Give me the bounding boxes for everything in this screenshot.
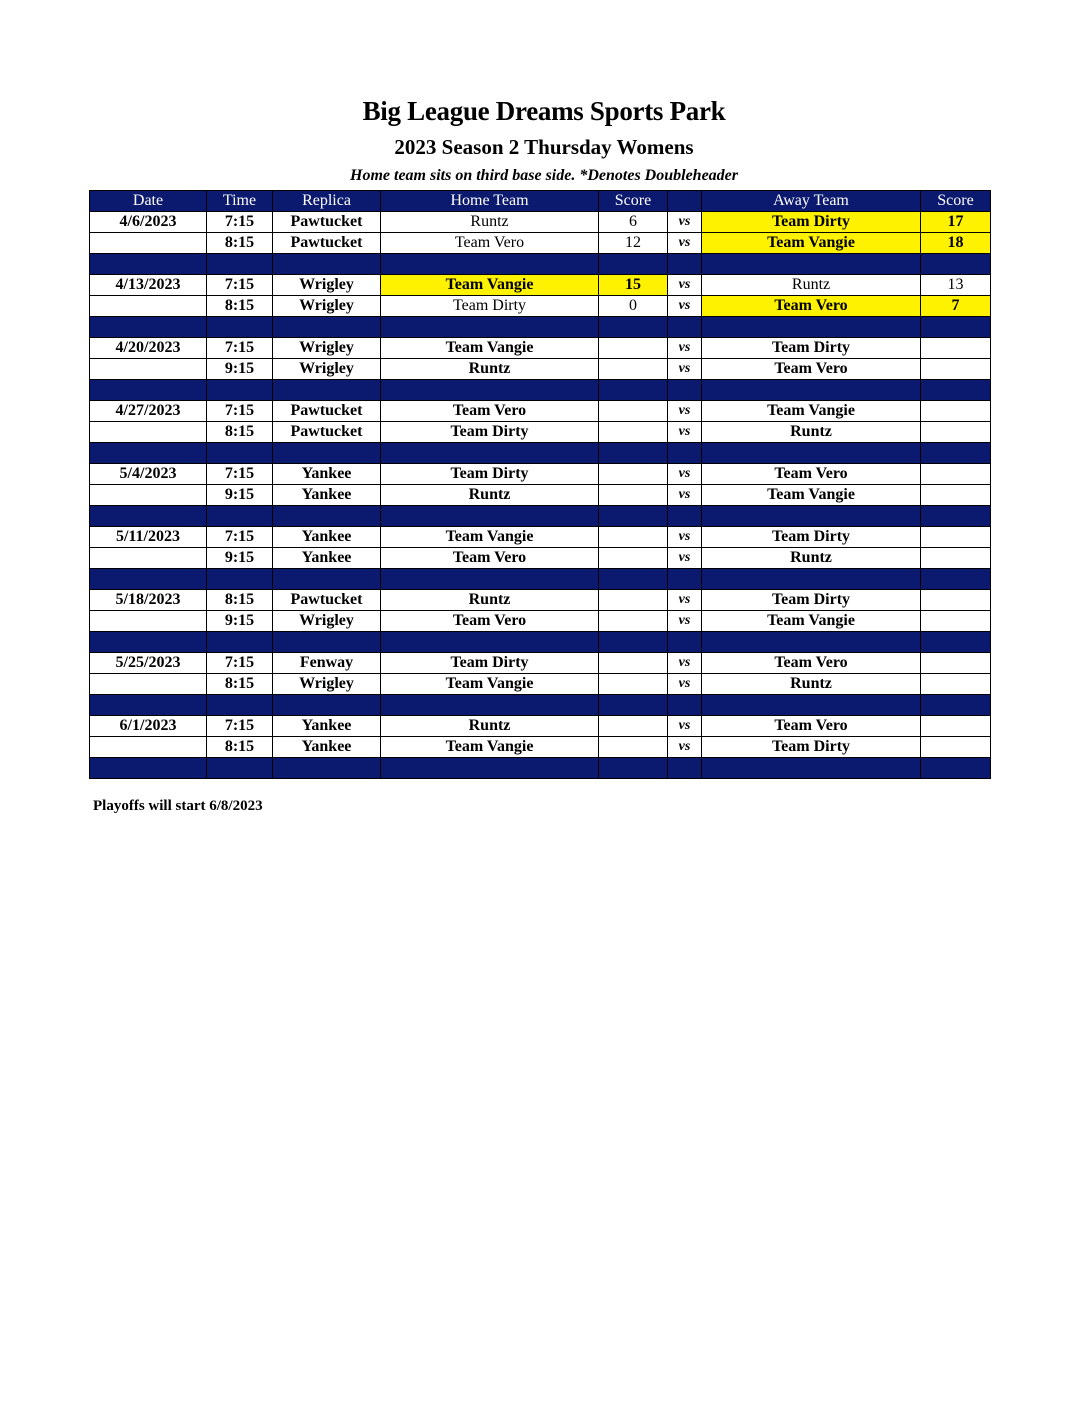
away-team-cell: Team Vero bbox=[702, 653, 921, 674]
away-score-cell bbox=[921, 737, 991, 758]
separator-cell bbox=[207, 569, 273, 590]
separator-cell bbox=[921, 506, 991, 527]
separator-cell bbox=[207, 695, 273, 716]
week-separator-row bbox=[90, 443, 991, 464]
vs-cell: vs bbox=[668, 737, 702, 758]
separator-cell bbox=[207, 758, 273, 779]
time-cell: 7:15 bbox=[207, 527, 273, 548]
separator-cell bbox=[90, 380, 207, 401]
separator-cell bbox=[273, 632, 381, 653]
away-score-cell bbox=[921, 401, 991, 422]
field-cell: Wrigley bbox=[273, 296, 381, 317]
week-separator-row bbox=[90, 506, 991, 527]
home-team-cell: Team Vero bbox=[381, 611, 599, 632]
field-cell: Yankee bbox=[273, 737, 381, 758]
column-header-vs bbox=[668, 191, 702, 212]
separator-cell bbox=[381, 443, 599, 464]
time-cell: 7:15 bbox=[207, 464, 273, 485]
separator-cell bbox=[273, 380, 381, 401]
date-cell: 4/27/2023 bbox=[90, 401, 207, 422]
separator-cell bbox=[668, 254, 702, 275]
date-cell: 4/20/2023 bbox=[90, 338, 207, 359]
separator-cell bbox=[599, 443, 668, 464]
away-team-cell: Team Dirty bbox=[702, 212, 921, 233]
time-cell: 9:15 bbox=[207, 359, 273, 380]
away-score-cell bbox=[921, 359, 991, 380]
separator-cell bbox=[599, 506, 668, 527]
home-score-cell bbox=[599, 422, 668, 443]
away-score-cell bbox=[921, 485, 991, 506]
week-separator-row bbox=[90, 758, 991, 779]
home-team-cell: Team Vangie bbox=[381, 527, 599, 548]
game-row bbox=[90, 485, 991, 506]
field-cell: Wrigley bbox=[273, 338, 381, 359]
home-score-cell bbox=[599, 548, 668, 569]
home-score-cell: 15 bbox=[599, 275, 668, 296]
date-cell bbox=[90, 296, 207, 317]
home-team-cell: Runtz bbox=[381, 716, 599, 737]
separator-cell bbox=[921, 632, 991, 653]
away-team-cell: Team Vangie bbox=[702, 485, 921, 506]
home-team-cell: Team Vangie bbox=[381, 338, 599, 359]
away-score-cell: 7 bbox=[921, 296, 991, 317]
game-row bbox=[90, 527, 991, 548]
date-cell: 5/11/2023 bbox=[90, 527, 207, 548]
separator-cell bbox=[599, 317, 668, 338]
game-row bbox=[90, 737, 991, 758]
separator-cell bbox=[702, 632, 921, 653]
game-row bbox=[90, 359, 991, 380]
away-score-cell: 17 bbox=[921, 212, 991, 233]
game-row bbox=[90, 212, 991, 233]
separator-cell bbox=[90, 443, 207, 464]
separator-cell bbox=[599, 695, 668, 716]
separator-cell bbox=[921, 317, 991, 338]
column-header-home-team: Home Team bbox=[381, 191, 599, 212]
game-row bbox=[90, 674, 991, 695]
home-score-cell bbox=[599, 485, 668, 506]
field-cell: Pawtucket bbox=[273, 422, 381, 443]
field-cell: Yankee bbox=[273, 548, 381, 569]
schedule-note: Home team sits on third base side. *Denotes Doubleheader bbox=[350, 167, 738, 184]
date-cell bbox=[90, 548, 207, 569]
away-score-cell bbox=[921, 548, 991, 569]
home-team-cell: Team Dirty bbox=[381, 296, 599, 317]
date-cell bbox=[90, 359, 207, 380]
home-score-cell bbox=[599, 527, 668, 548]
separator-cell bbox=[273, 695, 381, 716]
week-separator-row bbox=[90, 569, 991, 590]
home-team-cell: Team Dirty bbox=[381, 653, 599, 674]
field-cell: Pawtucket bbox=[273, 212, 381, 233]
away-team-cell: Team Vero bbox=[702, 716, 921, 737]
separator-cell bbox=[381, 506, 599, 527]
time-cell: 8:15 bbox=[207, 590, 273, 611]
date-cell: 5/4/2023 bbox=[90, 464, 207, 485]
date-cell: 6/1/2023 bbox=[90, 716, 207, 737]
away-team-cell: Team Vero bbox=[702, 296, 921, 317]
field-cell: Wrigley bbox=[273, 674, 381, 695]
date-cell: 4/13/2023 bbox=[90, 275, 207, 296]
home-score-cell bbox=[599, 338, 668, 359]
vs-cell: vs bbox=[668, 674, 702, 695]
away-team-cell: Team Dirty bbox=[702, 737, 921, 758]
separator-cell bbox=[381, 254, 599, 275]
vs-cell: vs bbox=[668, 716, 702, 737]
separator-cell bbox=[921, 569, 991, 590]
header-row bbox=[90, 191, 991, 212]
separator-cell bbox=[273, 254, 381, 275]
separator-cell bbox=[207, 506, 273, 527]
separator-cell bbox=[381, 632, 599, 653]
home-team-cell: Team Vero bbox=[381, 548, 599, 569]
separator-cell bbox=[599, 758, 668, 779]
game-row bbox=[90, 233, 991, 254]
vs-cell: vs bbox=[668, 548, 702, 569]
separator-cell bbox=[668, 569, 702, 590]
separator-cell bbox=[599, 569, 668, 590]
home-score-cell bbox=[599, 401, 668, 422]
separator-cell bbox=[921, 758, 991, 779]
vs-cell: vs bbox=[668, 338, 702, 359]
home-score-cell bbox=[599, 653, 668, 674]
separator-cell bbox=[702, 443, 921, 464]
week-separator-row bbox=[90, 632, 991, 653]
time-cell: 7:15 bbox=[207, 275, 273, 296]
playoffs-note: Playoffs will start 6/8/2023 bbox=[93, 798, 263, 814]
separator-cell bbox=[702, 506, 921, 527]
vs-cell: vs bbox=[668, 359, 702, 380]
away-team-cell: Team Vangie bbox=[702, 401, 921, 422]
away-team-cell: Team Vero bbox=[702, 464, 921, 485]
away-score-cell bbox=[921, 527, 991, 548]
separator-cell bbox=[90, 632, 207, 653]
column-header-away-team: Away Team bbox=[702, 191, 921, 212]
separator-cell bbox=[668, 758, 702, 779]
date-cell bbox=[90, 422, 207, 443]
game-row bbox=[90, 590, 991, 611]
column-header-home-score: Score bbox=[599, 191, 668, 212]
away-team-cell: Runtz bbox=[702, 422, 921, 443]
away-score-cell bbox=[921, 590, 991, 611]
away-team-cell: Runtz bbox=[702, 275, 921, 296]
away-score-cell bbox=[921, 611, 991, 632]
vs-cell: vs bbox=[668, 401, 702, 422]
home-score-cell bbox=[599, 359, 668, 380]
column-header-replica: Replica bbox=[273, 191, 381, 212]
time-cell: 7:15 bbox=[207, 653, 273, 674]
home-score-cell bbox=[599, 674, 668, 695]
date-cell bbox=[90, 233, 207, 254]
separator-cell bbox=[668, 317, 702, 338]
game-row bbox=[90, 401, 991, 422]
time-cell: 7:15 bbox=[207, 338, 273, 359]
separator-cell bbox=[381, 758, 599, 779]
vs-cell: vs bbox=[668, 275, 702, 296]
away-score-cell bbox=[921, 422, 991, 443]
separator-cell bbox=[273, 758, 381, 779]
home-score-cell: 12 bbox=[599, 233, 668, 254]
away-score-cell bbox=[921, 653, 991, 674]
time-cell: 7:15 bbox=[207, 716, 273, 737]
separator-cell bbox=[599, 632, 668, 653]
separator-cell bbox=[273, 317, 381, 338]
game-row bbox=[90, 422, 991, 443]
field-cell: Wrigley bbox=[273, 275, 381, 296]
away-team-cell: Team Vangie bbox=[702, 233, 921, 254]
away-score-cell bbox=[921, 716, 991, 737]
date-cell: 4/6/2023 bbox=[90, 212, 207, 233]
field-cell: Yankee bbox=[273, 485, 381, 506]
home-team-cell: Team Vero bbox=[381, 401, 599, 422]
home-score-cell bbox=[599, 590, 668, 611]
game-row bbox=[90, 548, 991, 569]
field-cell: Yankee bbox=[273, 527, 381, 548]
page-subtitle: 2023 Season 2 Thursday Womens bbox=[394, 135, 694, 159]
field-cell: Wrigley bbox=[273, 611, 381, 632]
vs-cell: vs bbox=[668, 233, 702, 254]
separator-cell bbox=[921, 695, 991, 716]
week-separator-row bbox=[90, 695, 991, 716]
date-cell bbox=[90, 611, 207, 632]
away-score-cell: 18 bbox=[921, 233, 991, 254]
time-cell: 8:15 bbox=[207, 296, 273, 317]
time-cell: 8:15 bbox=[207, 422, 273, 443]
home-team-cell: Team Vangie bbox=[381, 737, 599, 758]
vs-cell: vs bbox=[668, 653, 702, 674]
home-team-cell: Runtz bbox=[381, 485, 599, 506]
time-cell: 8:15 bbox=[207, 674, 273, 695]
game-row bbox=[90, 296, 991, 317]
week-separator-row bbox=[90, 254, 991, 275]
separator-cell bbox=[668, 443, 702, 464]
game-row bbox=[90, 611, 991, 632]
home-score-cell bbox=[599, 611, 668, 632]
game-row bbox=[90, 464, 991, 485]
away-team-cell: Team Vangie bbox=[702, 611, 921, 632]
separator-cell bbox=[273, 569, 381, 590]
separator-cell bbox=[90, 569, 207, 590]
home-score-cell: 0 bbox=[599, 296, 668, 317]
away-team-cell: Runtz bbox=[702, 548, 921, 569]
date-cell bbox=[90, 737, 207, 758]
away-score-cell bbox=[921, 464, 991, 485]
home-team-cell: Team Vero bbox=[381, 233, 599, 254]
away-score-cell: 13 bbox=[921, 275, 991, 296]
date-cell bbox=[90, 674, 207, 695]
separator-cell bbox=[702, 380, 921, 401]
home-score-cell bbox=[599, 464, 668, 485]
separator-cell bbox=[921, 380, 991, 401]
page-title: Big League Dreams Sports Park bbox=[362, 96, 726, 126]
time-cell: 8:15 bbox=[207, 233, 273, 254]
date-cell: 5/25/2023 bbox=[90, 653, 207, 674]
away-team-cell: Team Dirty bbox=[702, 527, 921, 548]
separator-cell bbox=[207, 443, 273, 464]
field-cell: Yankee bbox=[273, 716, 381, 737]
schedule-body bbox=[90, 212, 991, 779]
away-team-cell: Team Vero bbox=[702, 359, 921, 380]
separator-cell bbox=[381, 695, 599, 716]
separator-cell bbox=[90, 695, 207, 716]
field-cell: Yankee bbox=[273, 464, 381, 485]
away-team-cell: Team Dirty bbox=[702, 338, 921, 359]
vs-cell: vs bbox=[668, 590, 702, 611]
separator-cell bbox=[381, 569, 599, 590]
game-row bbox=[90, 653, 991, 674]
separator-cell bbox=[702, 569, 921, 590]
separator-cell bbox=[702, 317, 921, 338]
vs-cell: vs bbox=[668, 212, 702, 233]
home-team-cell: Team Dirty bbox=[381, 422, 599, 443]
field-cell: Pawtucket bbox=[273, 590, 381, 611]
separator-cell bbox=[273, 443, 381, 464]
home-score-cell: 6 bbox=[599, 212, 668, 233]
time-cell: 9:15 bbox=[207, 485, 273, 506]
separator-cell bbox=[207, 317, 273, 338]
home-team-cell: Team Vangie bbox=[381, 674, 599, 695]
home-score-cell bbox=[599, 716, 668, 737]
game-row bbox=[90, 275, 991, 296]
game-row bbox=[90, 716, 991, 737]
home-team-cell: Team Vangie bbox=[381, 275, 599, 296]
home-team-cell: Team Dirty bbox=[381, 464, 599, 485]
column-header-away-score: Score bbox=[921, 191, 991, 212]
separator-cell bbox=[702, 254, 921, 275]
column-header-time: Time bbox=[207, 191, 273, 212]
separator-cell bbox=[207, 380, 273, 401]
field-cell: Wrigley bbox=[273, 359, 381, 380]
separator-cell bbox=[599, 380, 668, 401]
schedule-table bbox=[89, 190, 991, 779]
away-team-cell: Runtz bbox=[702, 674, 921, 695]
away-score-cell bbox=[921, 338, 991, 359]
week-separator-row bbox=[90, 380, 991, 401]
separator-cell bbox=[921, 443, 991, 464]
separator-cell bbox=[599, 254, 668, 275]
separator-cell bbox=[702, 758, 921, 779]
vs-cell: vs bbox=[668, 527, 702, 548]
week-separator-row bbox=[90, 317, 991, 338]
date-cell bbox=[90, 485, 207, 506]
field-cell: Fenway bbox=[273, 653, 381, 674]
home-team-cell: Runtz bbox=[381, 359, 599, 380]
time-cell: 7:15 bbox=[207, 212, 273, 233]
separator-cell bbox=[668, 506, 702, 527]
separator-cell bbox=[921, 254, 991, 275]
time-cell: 7:15 bbox=[207, 401, 273, 422]
separator-cell bbox=[381, 380, 599, 401]
separator-cell bbox=[668, 695, 702, 716]
vs-cell: vs bbox=[668, 464, 702, 485]
separator-cell bbox=[668, 380, 702, 401]
column-header-date: Date bbox=[90, 191, 207, 212]
separator-cell bbox=[702, 695, 921, 716]
field-cell: Pawtucket bbox=[273, 233, 381, 254]
separator-cell bbox=[90, 758, 207, 779]
game-row bbox=[90, 338, 991, 359]
home-team-cell: Runtz bbox=[381, 590, 599, 611]
separator-cell bbox=[90, 254, 207, 275]
vs-cell: vs bbox=[668, 485, 702, 506]
time-cell: 8:15 bbox=[207, 737, 273, 758]
separator-cell bbox=[207, 632, 273, 653]
away-team-cell: Team Dirty bbox=[702, 590, 921, 611]
time-cell: 9:15 bbox=[207, 611, 273, 632]
vs-cell: vs bbox=[668, 422, 702, 443]
home-score-cell bbox=[599, 737, 668, 758]
away-score-cell bbox=[921, 674, 991, 695]
separator-cell bbox=[273, 506, 381, 527]
separator-cell bbox=[90, 506, 207, 527]
home-team-cell: Runtz bbox=[381, 212, 599, 233]
separator-cell bbox=[381, 317, 599, 338]
separator-cell bbox=[90, 317, 207, 338]
separator-cell bbox=[207, 254, 273, 275]
field-cell: Pawtucket bbox=[273, 401, 381, 422]
vs-cell: vs bbox=[668, 296, 702, 317]
separator-cell bbox=[668, 632, 702, 653]
vs-cell: vs bbox=[668, 611, 702, 632]
date-cell: 5/18/2023 bbox=[90, 590, 207, 611]
time-cell: 9:15 bbox=[207, 548, 273, 569]
